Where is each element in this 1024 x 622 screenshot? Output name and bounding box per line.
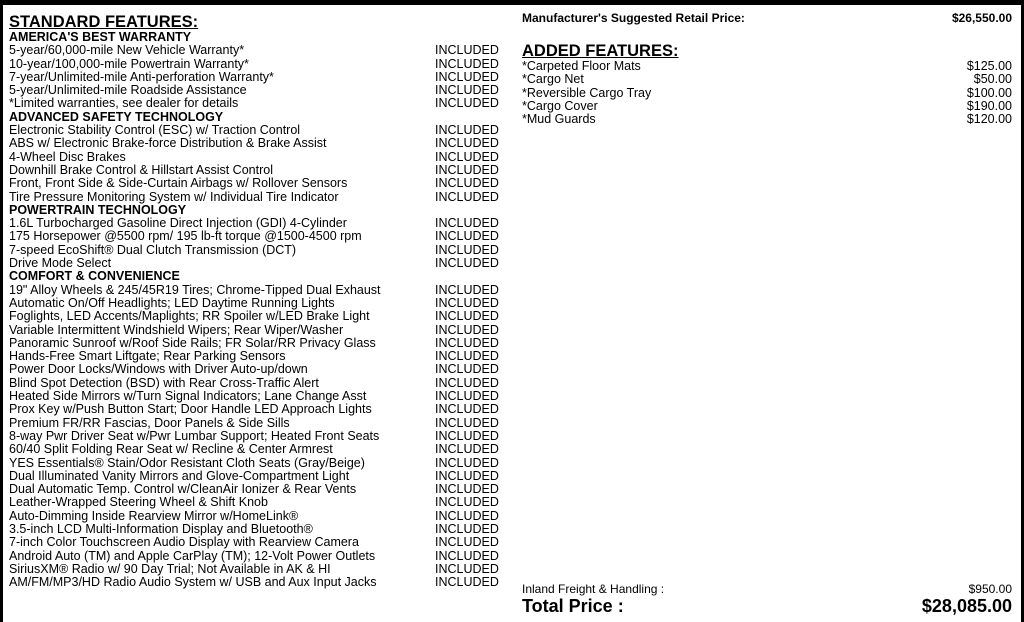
total-label: Total Price :: [522, 596, 624, 616]
feature-row: [9, 97, 507, 110]
added-feature-description: *Cargo Net: [522, 72, 584, 87]
feature-value: INCLUDED: [435, 216, 499, 231]
feature-row: [9, 563, 507, 576]
freight-value: $950.00: [968, 582, 1012, 596]
feature-description: *Limited warranties, see dealer for details: [9, 97, 239, 111]
feature-row: [9, 536, 507, 549]
feature-description: 7-speed EcoShift® Dual Clutch Transmission (DCT): [9, 243, 297, 257]
feature-description: 19" Alloy Wheels & 245/45R19 Tires; Chrome-Tipped Dual Exhaust: [9, 283, 381, 297]
feature-value: INCLUDED: [435, 96, 499, 111]
feature-row: [9, 124, 507, 137]
feature-value: INCLUDED: [435, 389, 499, 404]
feature-description: Dual Illuminated Vanity Mirrors and Glove-Compartment Light: [9, 469, 350, 483]
feature-value: INCLUDED: [435, 229, 499, 244]
feature-description: 8-way Pwr Driver Seat w/Pwr Lumbar Support; Heated Front Seats: [9, 429, 380, 443]
feature-row: [9, 350, 507, 363]
pricing-column: [522, 10, 1012, 126]
freight-label: Inland Freight & Handling :: [522, 582, 665, 596]
feature-description: 60/40 Split Folding Rear Seat w/ Recline & Center Armrest: [9, 443, 333, 457]
feature-value: INCLUDED: [435, 455, 499, 470]
feature-value: INCLUDED: [435, 83, 499, 98]
section-heading: COMFORT & CONVENIENCE: [9, 269, 180, 284]
feature-row: [9, 84, 507, 97]
msrp-value: $26,550.00: [951, 11, 1012, 25]
feature-description: 5-year/60,000-mile New Vehicle Warranty*: [9, 44, 245, 58]
feature-description: Power Door Locks/Windows with Driver Auto-up/down: [9, 363, 308, 377]
feature-row: [9, 151, 507, 164]
window-sticker: [3, 5, 1021, 622]
feature-row: [9, 164, 507, 177]
feature-value: INCLUDED: [435, 535, 499, 550]
feature-description: Blind Spot Detection (BSD) with Rear Cross-Traffic Alert: [9, 376, 319, 390]
feature-row: [9, 403, 507, 416]
totals-block: [522, 582, 1012, 616]
feature-description: Heated Side Mirrors w/Turn Signal Indicators; Lane Change Asst: [9, 390, 367, 404]
feature-description: 5-year/Unlimited-mile Roadside Assistance: [9, 84, 247, 98]
feature-row: [9, 230, 507, 243]
total-value: $28,085.00: [921, 596, 1012, 616]
feature-description: AM/FM/MP3/HD Radio Audio System w/ USB and Aux Input Jacks: [9, 576, 377, 590]
feature-row: [9, 377, 507, 390]
feature-row: [9, 390, 507, 403]
feature-row: [9, 137, 507, 150]
added-feature-row: [522, 113, 1012, 126]
added-feature-price: $190.00: [966, 98, 1012, 113]
feature-row: [9, 337, 507, 350]
feature-value: INCLUDED: [435, 375, 499, 390]
feature-value: INCLUDED: [435, 189, 499, 204]
feature-value: INCLUDED: [435, 295, 499, 310]
feature-row: [9, 523, 507, 536]
added-feature-row: [522, 87, 1012, 100]
added-feature-price: $50.00: [973, 72, 1012, 87]
feature-row: [9, 550, 507, 563]
feature-description: ABS w/ Electronic Brake-force Distribution & Brake Assist: [9, 137, 327, 151]
feature-value: INCLUDED: [435, 482, 499, 497]
feature-value: INCLUDED: [435, 521, 499, 536]
feature-description: Premium FR/RR Fascias, Door Panels & Side Sills: [9, 416, 290, 430]
feature-description: 10-year/100,000-mile Powertrain Warranty*: [9, 57, 249, 71]
feature-description: 7-inch Color Touchscreen Audio Display with Rearview Camera: [9, 536, 359, 550]
feature-description: 7-year/Unlimited-mile Anti-perforation Warranty*: [9, 70, 274, 84]
feature-row: [9, 430, 507, 443]
added-feature-row: [522, 73, 1012, 86]
total-row: [522, 596, 1012, 616]
added-feature-row: [522, 100, 1012, 113]
added-feature-description: *Cargo Cover: [522, 98, 598, 113]
feature-description: Automatic On/Off Headlights; LED Daytime Running Lights: [9, 296, 335, 310]
msrp-label: Manufacturer's Suggested Retail Price:: [522, 11, 745, 25]
feature-description: 4-Wheel Disc Brakes: [9, 150, 126, 164]
feature-value: INCLUDED: [435, 442, 499, 457]
added-feature-price: $100.00: [966, 85, 1012, 100]
feature-value: INCLUDED: [435, 136, 499, 151]
section-heading: ADVANCED SAFETY TECHNOLOGY: [9, 109, 224, 124]
feature-description: Variable Intermittent Windshield Wipers; Rear Wiper/Washer: [9, 323, 344, 337]
feature-value: INCLUDED: [435, 309, 499, 324]
feature-value: INCLUDED: [435, 56, 499, 71]
feature-value: INCLUDED: [435, 242, 499, 257]
feature-row: [9, 44, 507, 57]
feature-row: [9, 417, 507, 430]
msrp-row: [522, 10, 1012, 26]
feature-description: 3.5-inch LCD Multi-Information Display and Bluetooth®: [9, 522, 313, 536]
feature-description: Drive Mode Select: [9, 257, 112, 271]
feature-row: [9, 576, 507, 589]
feature-row: [9, 191, 507, 204]
feature-value: INCLUDED: [435, 322, 499, 337]
feature-value: INCLUDED: [435, 362, 499, 377]
feature-description: Electronic Stability Control (ESC) w/ Traction Control: [9, 124, 301, 138]
feature-value: INCLUDED: [435, 468, 499, 483]
feature-row: [9, 71, 507, 84]
added-feature-price: $120.00: [966, 112, 1012, 127]
feature-value: INCLUDED: [435, 349, 499, 364]
feature-value: INCLUDED: [435, 69, 499, 84]
section-heading: POWERTRAIN TECHNOLOGY: [9, 202, 187, 217]
added-feature-description: *Carpeted Floor Mats: [522, 59, 641, 73]
added-features-title: ADDED FEATURES:: [522, 42, 679, 60]
feature-row: [9, 443, 507, 456]
feature-value: INCLUDED: [435, 575, 499, 590]
feature-description: Tire Pressure Monitoring System w/ Individual Tire Indicator: [9, 190, 339, 204]
feature-row: [9, 58, 507, 71]
added-feature-description: *Reversible Cargo Tray: [522, 85, 652, 100]
feature-value: INCLUDED: [435, 335, 499, 350]
feature-description: Auto-Dimming Inside Rearview Mirror w/HomeLink®: [9, 509, 299, 523]
feature-value: INCLUDED: [435, 495, 499, 510]
feature-description: SiriusXM® Radio w/ 90 Day Trial; Not Available in AK & HI: [9, 562, 331, 576]
feature-row: [9, 284, 507, 297]
feature-description: 1.6L Turbocharged Gasoline Direct Injection (GDI) 4-Cylinder: [9, 217, 347, 231]
feature-row: [9, 310, 507, 323]
feature-value: INCLUDED: [435, 561, 499, 576]
section-heading: AMERICA'S BEST WARRANTY: [9, 30, 192, 44]
feature-value: INCLUDED: [435, 548, 499, 563]
feature-description: Android Auto (TM) and Apple CarPlay (TM); 12-Volt Power Outlets: [9, 549, 376, 563]
feature-description: Front, Front Side & Side-Curtain Airbags w/ Rollover Sensors: [9, 177, 348, 191]
feature-description: Downhill Brake Control & Hillstart Assist Control: [9, 163, 273, 177]
freight-row: [522, 582, 1012, 596]
feature-description: Panoramic Sunroof w/Roof Side Rails; FR Solar/RR Privacy Glass: [9, 336, 376, 350]
feature-value: INCLUDED: [435, 428, 499, 443]
feature-row: [9, 363, 507, 376]
standard-features-column: [9, 14, 507, 589]
feature-row: [9, 457, 507, 470]
feature-row: [9, 177, 507, 190]
added-feature-description: *Mud Guards: [522, 112, 596, 127]
feature-value: INCLUDED: [435, 149, 499, 164]
feature-description: 175 Horsepower @5500 rpm/ 195 lb-ft torque @1500-4500 rpm: [9, 230, 362, 244]
feature-description: Prox Key w/Push Button Start; Door Handle LED Approach Lights: [9, 403, 372, 417]
feature-value: INCLUDED: [435, 256, 499, 271]
feature-row: [9, 470, 507, 483]
added-features-list: [522, 60, 1012, 126]
feature-description: Leather-Wrapped Steering Wheel & Shift Knob: [9, 496, 268, 510]
added-feature-row: [522, 60, 1012, 73]
feature-row: [9, 257, 507, 270]
feature-row: [9, 483, 507, 496]
feature-row: [9, 244, 507, 257]
feature-row: [9, 510, 507, 523]
feature-row: [9, 297, 507, 310]
feature-row: [9, 324, 507, 337]
feature-value: INCLUDED: [435, 282, 499, 297]
feature-row: [9, 496, 507, 509]
feature-value: INCLUDED: [435, 508, 499, 523]
feature-description: Hands-Free Smart Liftgate; Rear Parking Sensors: [9, 350, 286, 364]
standard-features-title: STANDARD FEATURES:: [9, 13, 199, 31]
feature-row: [9, 217, 507, 230]
feature-description: Foglights, LED Accents/Maplights; RR Spoiler w/LED Brake Light: [9, 310, 370, 324]
standard-features-list: [9, 31, 507, 589]
feature-value: INCLUDED: [435, 176, 499, 191]
feature-value: INCLUDED: [435, 43, 499, 58]
feature-value: INCLUDED: [435, 162, 499, 177]
added-feature-price: $125.00: [966, 59, 1012, 73]
feature-description: Dual Automatic Temp. Control w/CleanAir Ionizer & Rear Vents: [9, 483, 357, 497]
feature-value: INCLUDED: [435, 402, 499, 417]
feature-value: INCLUDED: [435, 415, 499, 430]
feature-value: INCLUDED: [435, 123, 499, 138]
feature-description: YES Essentials® Stain/Odor Resistant Cloth Seats (Gray/Beige): [9, 456, 365, 470]
